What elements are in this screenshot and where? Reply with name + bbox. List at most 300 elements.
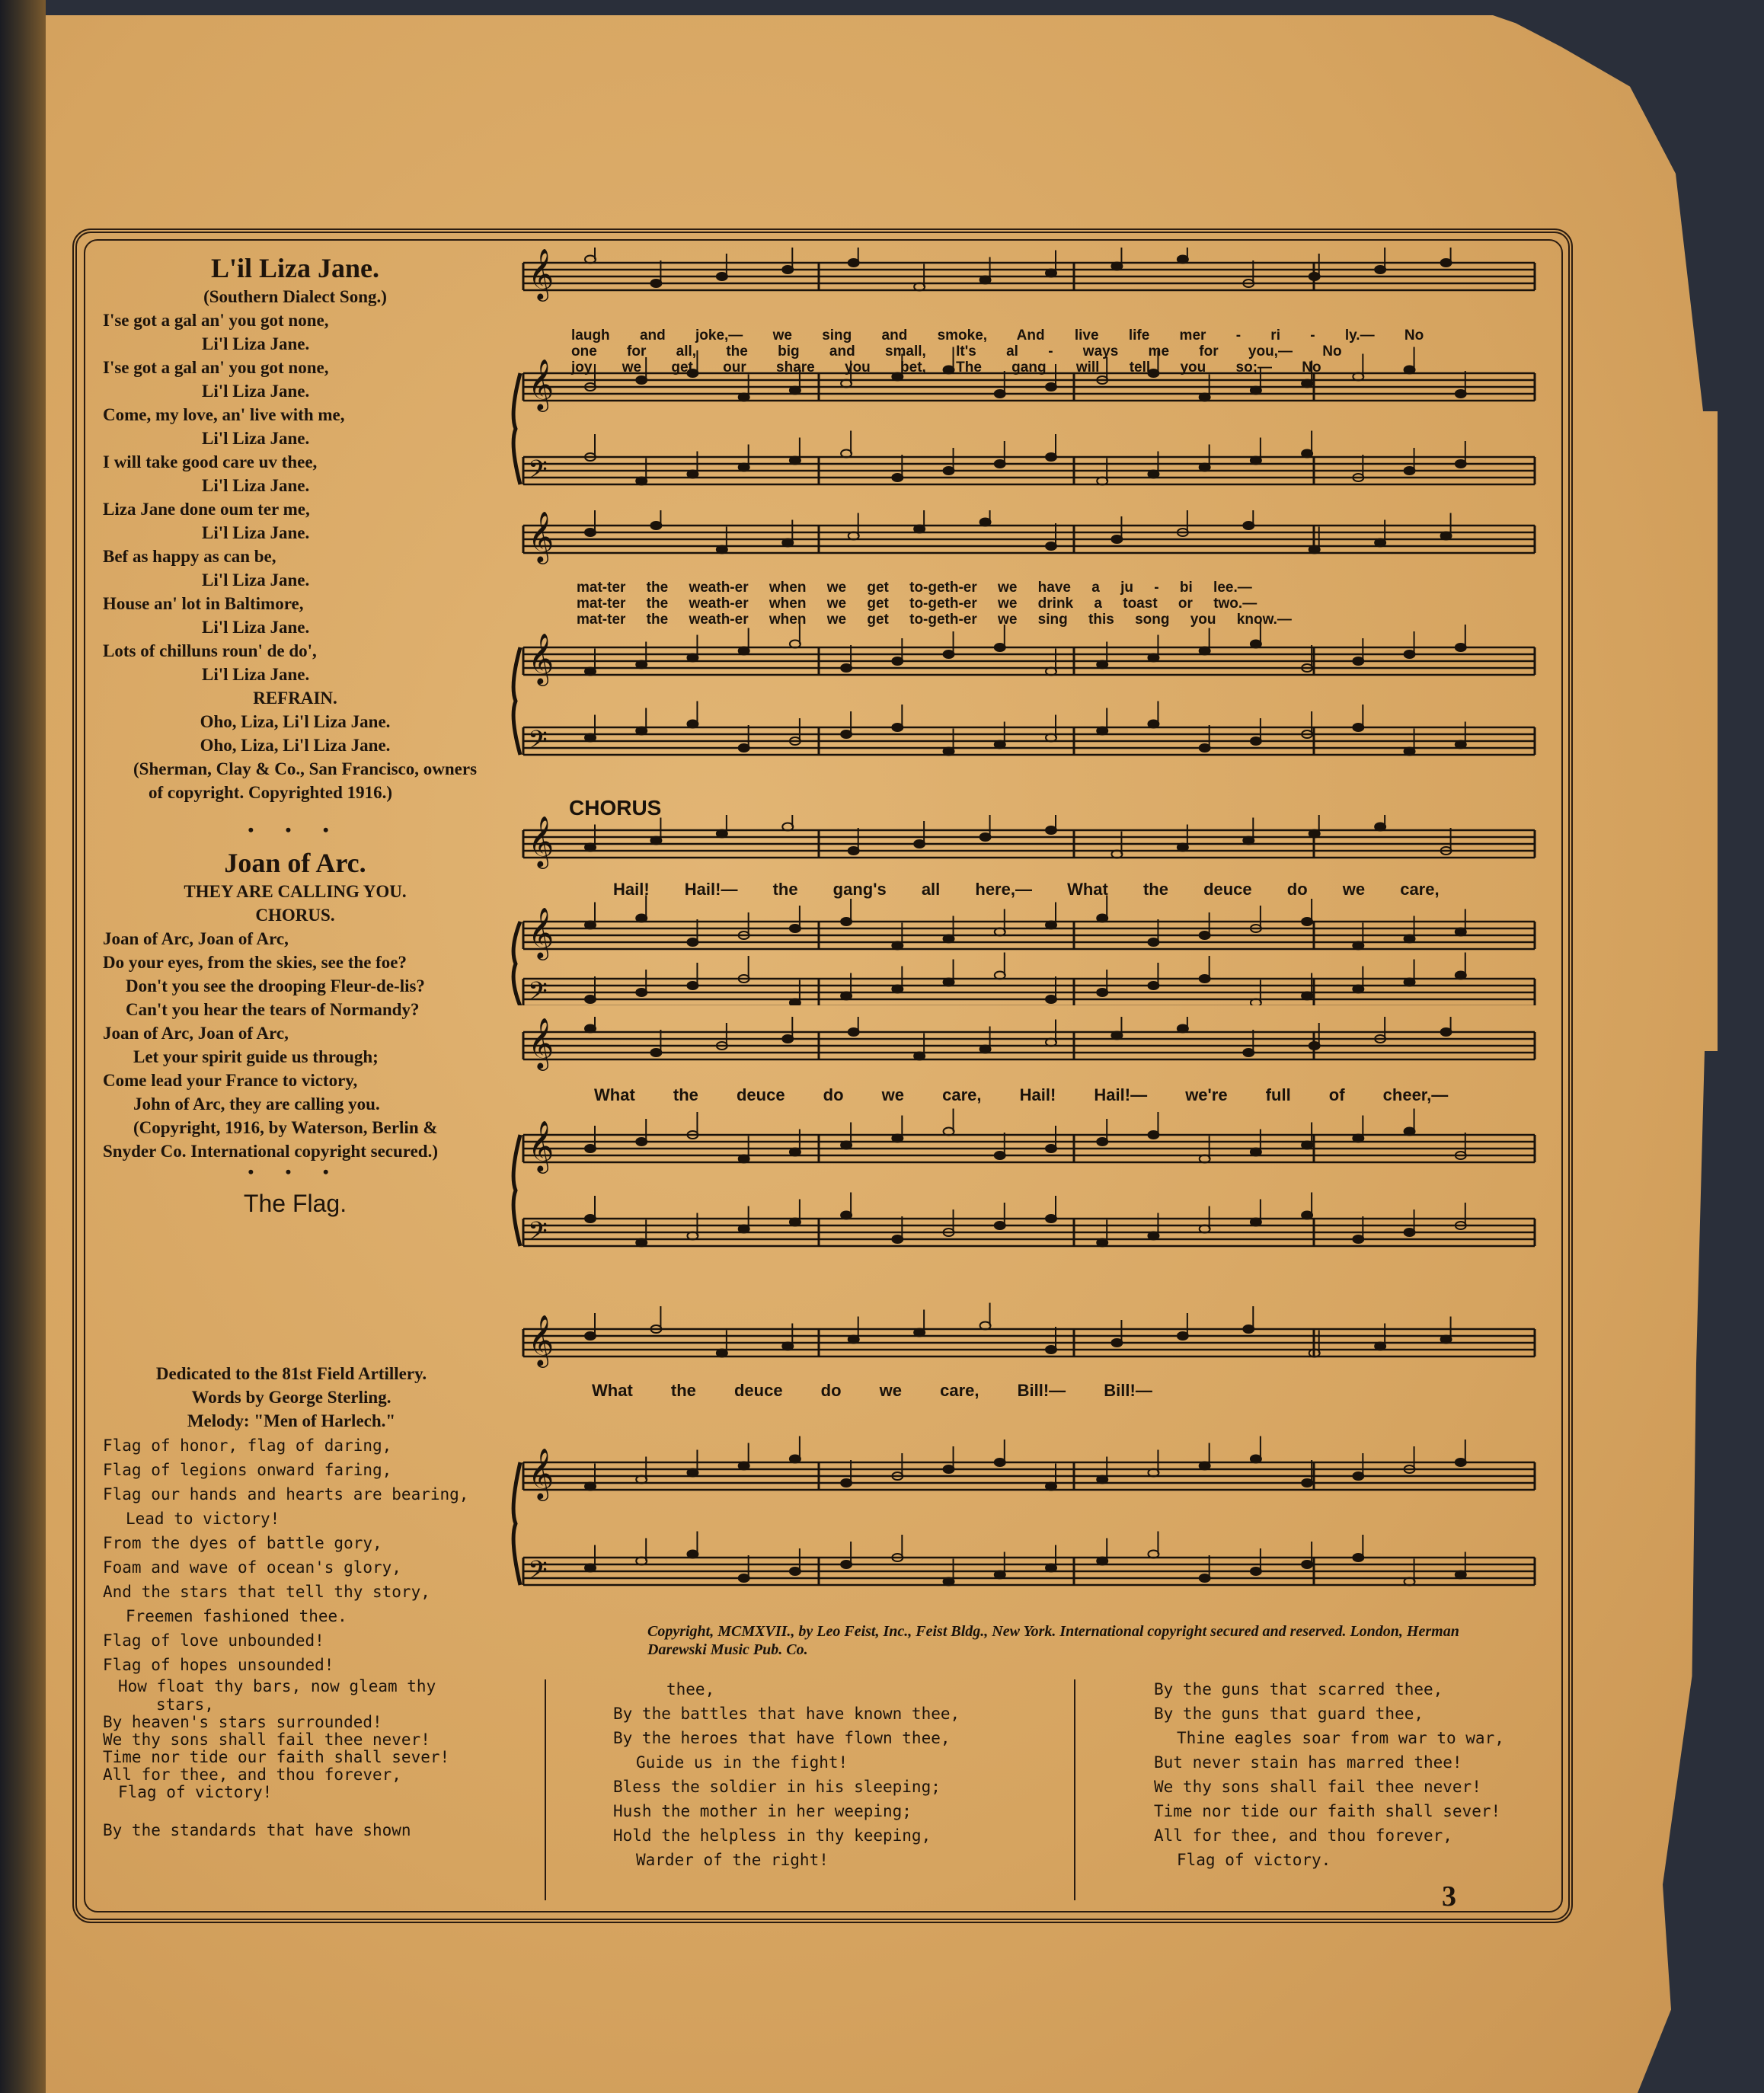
liza-subtitle: (Southern Dialect Song.)	[203, 287, 387, 306]
treble-clef-icon: 𝄞	[528, 1120, 554, 1171]
lyric-line: Liza Jane done oum ter me,	[103, 500, 310, 519]
note-head	[585, 1215, 596, 1222]
note-head	[1046, 995, 1056, 1003]
treble-clef-icon: 𝄞	[528, 1017, 554, 1069]
note-head	[1309, 1042, 1320, 1050]
note-head	[914, 1329, 925, 1337]
sheet-music	[507, 248, 1542, 1603]
piano-treble-staff	[523, 896, 1535, 961]
piano-brace	[513, 1462, 520, 1585]
note-head	[1375, 823, 1385, 831]
note-head	[1097, 727, 1107, 735]
note-head	[717, 546, 727, 554]
note-head	[1097, 989, 1107, 996]
note-head	[1353, 1472, 1363, 1480]
note-head	[1178, 1332, 1188, 1340]
note-head	[914, 1053, 925, 1060]
note-head	[585, 1332, 596, 1340]
note-head	[739, 1155, 749, 1163]
lyric-line: Hold the helpless in thy keeping,	[613, 1826, 932, 1845]
note-head	[995, 741, 1005, 749]
note-head	[1309, 830, 1320, 838]
lyric-line: Guide us in the fight!	[636, 1753, 848, 1772]
note-head	[739, 1462, 749, 1470]
lyric-line: mat-ter the weath-er when we get to-geth-er we drink a toast or two.—	[577, 596, 1257, 612]
separator-dots: • • •	[248, 820, 343, 839]
note-head	[944, 650, 954, 658]
lyric-line: Li'l Liza Jane.	[202, 570, 310, 590]
note-head	[790, 457, 801, 465]
treble-clef-icon: 𝄞	[528, 510, 554, 562]
note-head	[841, 664, 852, 672]
chorus-label: CHORUS	[569, 796, 662, 820]
lyric-line: I'se got a gal an' you got none,	[103, 311, 329, 330]
note-head	[995, 644, 1005, 651]
note-head	[995, 1222, 1005, 1229]
note-head	[1097, 661, 1107, 669]
refrain-line: Oho, Liza, Li'l Liza Jane.	[200, 712, 391, 731]
note-head	[841, 1561, 852, 1568]
lyric-line: Li'l Liza Jane.	[202, 382, 310, 401]
note-head	[790, 387, 801, 395]
note-head	[717, 273, 727, 280]
note-head	[585, 1025, 596, 1033]
lyric-line: mat-ter the weath-er when we get to-geth-er we have a ju - bi lee.—	[577, 580, 1252, 596]
lyric-line: Lead to victory!	[126, 1510, 280, 1528]
column-divider	[545, 1679, 546, 1900]
treble-staff	[523, 1017, 1535, 1071]
note-head	[944, 1578, 954, 1586]
lyric-line: Bef as happy as can be,	[103, 547, 276, 566]
note-head	[790, 1456, 801, 1463]
note-head	[1251, 387, 1261, 395]
music-system	[507, 815, 1542, 1005]
note-head	[980, 833, 991, 841]
note-head	[1046, 1346, 1056, 1353]
note-head	[1404, 935, 1415, 943]
flag-verse-col2	[613, 1677, 1009, 1872]
note-head	[739, 1574, 749, 1582]
flag-verse-part	[613, 1677, 1009, 1872]
music-system	[507, 1017, 1542, 1268]
note-head	[1200, 464, 1210, 471]
lyric-line: Li'l Liza Jane.	[202, 429, 310, 448]
note-head	[892, 657, 903, 665]
joan-chorus-label: CHORUS.	[255, 906, 335, 925]
note-head	[1353, 986, 1363, 993]
lyric-line: By the battles that have known thee,	[613, 1705, 960, 1723]
lyric-line: What the deuce do we care, Bill!— Bill!—	[592, 1381, 1152, 1400]
note-head	[1111, 535, 1122, 543]
lyric-line: Freemen fashioned thee.	[126, 1607, 347, 1625]
note-head	[841, 1142, 852, 1149]
lyric-line: What the deuce do we care, Hail! Hail!— we're full of cheer,—	[594, 1085, 1449, 1104]
flag-verse-part	[1154, 1677, 1542, 1872]
flag-dedication: Dedicated to the 81st Field Artillery.	[155, 1364, 427, 1383]
lyric-line: Bless the soldier in his sleeping;	[613, 1778, 941, 1796]
note-head	[636, 661, 647, 669]
note-head	[585, 995, 596, 1003]
treble-staff	[523, 1303, 1535, 1369]
note-head	[1200, 647, 1210, 655]
lyric-line: From the dyes of battle gory,	[103, 1534, 382, 1552]
lyric-line: Li'l Liza Jane.	[202, 523, 310, 542]
note-head	[1200, 975, 1210, 983]
note-head	[841, 730, 852, 738]
note-head	[1441, 1336, 1452, 1344]
lyric-line: House an' lot in Baltimore,	[103, 594, 304, 613]
joan-line: Joan of Arc, Joan of Arc,	[103, 1024, 289, 1043]
joan-line: Joan of Arc, Joan of Arc,	[103, 929, 289, 948]
lyric-line: By the guns that guard thee,	[1154, 1705, 1424, 1723]
lyric-line: laugh and joke,— we sing and smoke, And live life mer - ri - ly.— No	[571, 328, 1424, 344]
piano-brace	[513, 922, 520, 1005]
lyric-line: one for all, the big and small, It's al - ways me for you,— No	[571, 344, 1342, 359]
lyric-line: By the guns that scarred thee,	[1154, 1680, 1443, 1698]
note-head	[1404, 366, 1415, 374]
note-head	[687, 471, 698, 478]
note-head	[1111, 263, 1122, 270]
note-head	[1375, 1343, 1385, 1350]
note-head	[1353, 1554, 1363, 1561]
note-head	[585, 529, 596, 536]
note-head	[790, 1567, 801, 1575]
note-head	[944, 467, 954, 475]
note-head	[687, 1551, 698, 1558]
note-head	[790, 1149, 801, 1156]
note-head	[687, 982, 698, 989]
note-head	[1178, 256, 1188, 264]
lyric-line: All for thee, and thou forever,	[1154, 1826, 1452, 1845]
lyric-line: Foam and wave of ocean's glory,	[103, 1558, 401, 1577]
joan-line: Can't you hear the tears of Normandy?	[126, 1000, 420, 1019]
note-head	[944, 935, 954, 943]
note-head	[1353, 657, 1363, 665]
note-head	[585, 1145, 596, 1152]
note-head	[1404, 1128, 1415, 1136]
lyric-line: Flag of love unbounded!	[103, 1631, 324, 1650]
note-head	[892, 1235, 903, 1243]
note-head	[1441, 259, 1452, 267]
note-head	[782, 266, 793, 273]
treble-clef-icon: 𝄞	[528, 632, 554, 684]
note-head	[1243, 837, 1254, 845]
note-head	[717, 1350, 727, 1357]
lyric-line: But never stain has marred thee!	[1154, 1753, 1462, 1772]
lyric-line: Hush the mother in her weeping;	[613, 1802, 912, 1820]
note-head	[841, 918, 852, 925]
lyric-line: Time nor tide our faith shall sever!	[1154, 1802, 1501, 1820]
note-head	[995, 460, 1005, 468]
note-head	[1097, 1138, 1107, 1146]
note-head	[944, 748, 954, 756]
note-head	[1046, 1564, 1056, 1572]
note-head	[1353, 942, 1363, 950]
note-head	[1111, 1339, 1122, 1347]
lyric-line: Li'l Liza Jane.	[202, 334, 310, 353]
flag-melody: Melody: "Men of Harlech."	[187, 1411, 396, 1430]
note-head	[1148, 982, 1158, 989]
note-head	[1111, 1032, 1122, 1040]
note-head	[1456, 644, 1466, 651]
lyric-line: Thine eagles soar from war to war,	[1177, 1729, 1504, 1747]
note-head	[636, 478, 647, 485]
note-head	[1200, 1462, 1210, 1470]
piano-treble-staff	[523, 622, 1535, 687]
note-head	[1178, 844, 1188, 852]
treble-staff	[523, 510, 1535, 564]
note-head	[980, 519, 991, 526]
note-head	[585, 1483, 596, 1491]
lyric-line: Time nor tide our faith shall sever!	[103, 1748, 450, 1766]
note-head	[1353, 1235, 1363, 1243]
note-head	[650, 837, 661, 845]
treble-clef-icon: 𝄞	[528, 906, 554, 958]
note-head	[848, 259, 859, 267]
note-head	[1243, 1325, 1254, 1333]
note-head	[914, 840, 925, 848]
note-head	[1243, 522, 1254, 529]
note-head	[1353, 1135, 1363, 1142]
piano-bass-staff	[523, 1532, 1535, 1592]
note-head	[739, 464, 749, 471]
note-head	[944, 1465, 954, 1473]
joan-line: Come lead your France to victory,	[103, 1071, 358, 1090]
note-head	[1456, 972, 1466, 979]
note-head	[782, 539, 793, 547]
note-head	[1456, 390, 1466, 398]
note-head	[585, 734, 596, 742]
lyric-line: Li'l Liza Jane.	[202, 618, 310, 637]
lyric-line: Lots of chilluns roun' de do',	[103, 641, 317, 660]
note-head	[1251, 1567, 1261, 1575]
note-head	[1404, 979, 1415, 986]
note-head	[790, 925, 801, 932]
lyric-line: I will take good care uv thee,	[103, 452, 318, 471]
lyric-line: By heaven's stars surrounded!	[103, 1713, 382, 1731]
note-head	[1097, 915, 1107, 922]
flag-verse-part	[103, 1433, 484, 1714]
note-head	[1309, 546, 1320, 554]
note-head	[1243, 1049, 1254, 1056]
note-head	[1251, 1456, 1261, 1463]
joan-line: Don't you see the drooping Fleur-de-lis?	[126, 976, 425, 995]
note-head	[1148, 1232, 1158, 1240]
note-head	[1302, 1479, 1312, 1487]
treble-clef-icon: 𝄞	[528, 1447, 554, 1499]
note-head	[1148, 471, 1158, 478]
note-head	[841, 1479, 852, 1487]
note-head	[841, 992, 852, 1000]
note-head	[944, 979, 954, 986]
piano-brace	[513, 647, 520, 755]
piano-bass-staff	[523, 953, 1535, 1006]
piano-bass-staff	[523, 701, 1535, 762]
joan-subtitle: THEY ARE CALLING YOU.	[184, 882, 407, 901]
note-head	[1251, 1219, 1261, 1226]
note-head	[1200, 394, 1210, 401]
note-head	[636, 915, 647, 922]
treble-clef-icon: 𝄞	[528, 358, 554, 410]
note-head	[892, 724, 903, 731]
note-head	[1097, 1239, 1107, 1247]
note-head	[687, 721, 698, 728]
lyric-line: Come, my love, an' live with me,	[103, 405, 345, 424]
flag-line: By the standards that have shown	[103, 1821, 411, 1839]
note-head	[1251, 1149, 1261, 1156]
note-head	[1046, 453, 1056, 461]
page-number: 3	[1442, 1881, 1456, 1912]
note-head	[1200, 931, 1210, 939]
note-head	[1097, 1476, 1107, 1484]
note-head	[1441, 532, 1452, 540]
note-head	[585, 668, 596, 676]
bass-clef-icon: 𝄢	[528, 1556, 548, 1591]
note-head	[980, 1046, 991, 1053]
lyric-line: And the stars that tell thy story,	[103, 1583, 430, 1601]
note-head	[650, 1049, 661, 1056]
note-head	[1200, 1574, 1210, 1582]
note-head	[980, 276, 991, 284]
note-head	[1046, 542, 1056, 550]
lyric-line: Flag of honor, flag of daring,	[103, 1436, 392, 1455]
note-head	[650, 280, 661, 287]
note-head	[585, 1564, 596, 1572]
piano-brace	[513, 373, 520, 484]
note-head	[687, 654, 698, 662]
note-head	[1046, 826, 1056, 834]
lyric-line: How float thy bars, now gleam thy stars,	[118, 1677, 436, 1714]
note-head	[585, 844, 596, 852]
note-head	[1097, 1558, 1107, 1565]
note-head	[1309, 273, 1320, 280]
lyric-line: mat-ter the weath-er when we get to-geth-er we sing this song you know.—	[577, 612, 1292, 628]
note-head	[1404, 650, 1415, 658]
note-head	[1046, 922, 1056, 929]
note-head	[1200, 744, 1210, 752]
lyric-line: Flag our hands and hearts are bearing,	[103, 1485, 469, 1503]
treble-staff	[523, 248, 1535, 302]
treble-clef-icon: 𝄞	[528, 815, 554, 867]
note-head	[1178, 1025, 1188, 1033]
note-head	[1456, 460, 1466, 468]
lyric-line: Warder of the right!	[636, 1851, 829, 1869]
note-head	[585, 922, 596, 929]
joan-line: Let your spirit guide us through;	[133, 1047, 379, 1066]
lyric-line: Flag of victory!	[118, 1783, 273, 1801]
refrain-label: REFRAIN.	[253, 689, 337, 708]
note-head	[1456, 1459, 1466, 1466]
bass-clef-icon: 𝄢	[528, 455, 548, 490]
note-head	[687, 1469, 698, 1477]
note-head	[636, 989, 647, 996]
note-head	[782, 1343, 793, 1350]
note-head	[1046, 1483, 1056, 1491]
note-head	[848, 1028, 859, 1036]
music-system	[507, 1299, 1542, 1603]
lyric-line: Li'l Liza Jane.	[202, 476, 310, 495]
lyric-line: Li'l Liza Jane.	[202, 665, 310, 684]
joan-line: Do your eyes, from the skies, see the foe?	[103, 953, 407, 972]
bass-clef-icon: 𝄢	[528, 1217, 548, 1252]
note-head	[995, 390, 1005, 398]
liza-title: L'il Liza Jane.	[210, 253, 379, 283]
note-head	[687, 938, 698, 946]
liza-lyrics	[103, 308, 487, 686]
treble-clef-icon: 𝄞	[528, 248, 554, 299]
note-head	[1046, 1145, 1056, 1152]
note-head	[1441, 1028, 1452, 1036]
note-head	[1148, 721, 1158, 728]
note-head	[650, 522, 661, 529]
note-head	[717, 830, 727, 838]
bass-clef-icon: 𝄢	[528, 726, 548, 761]
flag-verse-part	[103, 1714, 484, 1801]
note-head	[739, 744, 749, 752]
music-copyright: Copyright, MCMXVII., by Leo Feist, Inc., Feist Bldg., New York. International copyright secured and reserved. London, Herman Darewski Music Pub. Co.	[647, 1623, 1459, 1658]
note-head	[636, 1138, 647, 1146]
lyric-line: Flag of hopes unsounded!	[103, 1656, 334, 1674]
note-head	[782, 1035, 793, 1043]
note-head	[1456, 1571, 1466, 1579]
note-head	[739, 1225, 749, 1233]
note-head	[1353, 724, 1363, 731]
note-head	[1404, 1229, 1415, 1236]
note-head	[1302, 380, 1312, 388]
note-head	[1404, 748, 1415, 756]
joan-line: John of Arc, they are calling you.	[133, 1094, 380, 1114]
flag-verse-col3	[1154, 1677, 1542, 1872]
note-head	[1302, 992, 1312, 1000]
piano-brace	[513, 1135, 520, 1246]
note-head	[1046, 270, 1056, 277]
note-head	[892, 942, 903, 950]
note-head	[1251, 457, 1261, 465]
note-head	[841, 1212, 852, 1219]
note-head	[1302, 1561, 1312, 1568]
liza-credit: (Sherman, Clay & Co., San Francisco, owners of copyright. Copyrighted 1916.)	[133, 759, 478, 802]
note-head	[739, 647, 749, 655]
joan-title: Joan of Arc.	[224, 848, 366, 878]
note-head	[995, 1459, 1005, 1466]
note-head	[995, 1571, 1005, 1579]
note-head	[1148, 1131, 1158, 1139]
lyric-line: thee,	[666, 1680, 715, 1698]
note-head	[914, 526, 925, 533]
refrain-line: Oho, Liza, Li'l Liza Jane.	[200, 736, 391, 755]
note-head	[1404, 467, 1415, 475]
note-head	[892, 986, 903, 993]
piano-bass-staff	[523, 1193, 1535, 1253]
note-head	[1046, 383, 1056, 391]
lyric-line: Flag of victory.	[1177, 1851, 1331, 1869]
treble-clef-icon: 𝄞	[528, 1314, 554, 1366]
piano-treble-staff	[523, 1436, 1535, 1502]
note-head	[1148, 938, 1158, 946]
note-head	[1046, 1215, 1056, 1222]
note-head	[848, 1336, 859, 1344]
note-head	[790, 1219, 801, 1226]
note-head	[1302, 918, 1312, 925]
separator-dots: • • •	[248, 1162, 343, 1181]
note-head	[1375, 539, 1385, 547]
piano-treble-staff	[523, 1109, 1535, 1174]
bass-clef-icon: 𝄢	[528, 977, 548, 1005]
note-head	[636, 376, 647, 384]
note-head	[995, 1152, 1005, 1159]
lyric-line: joy we get our share you bet, The gang will tell you so;— No	[571, 359, 1321, 375]
note-head	[1302, 1142, 1312, 1149]
